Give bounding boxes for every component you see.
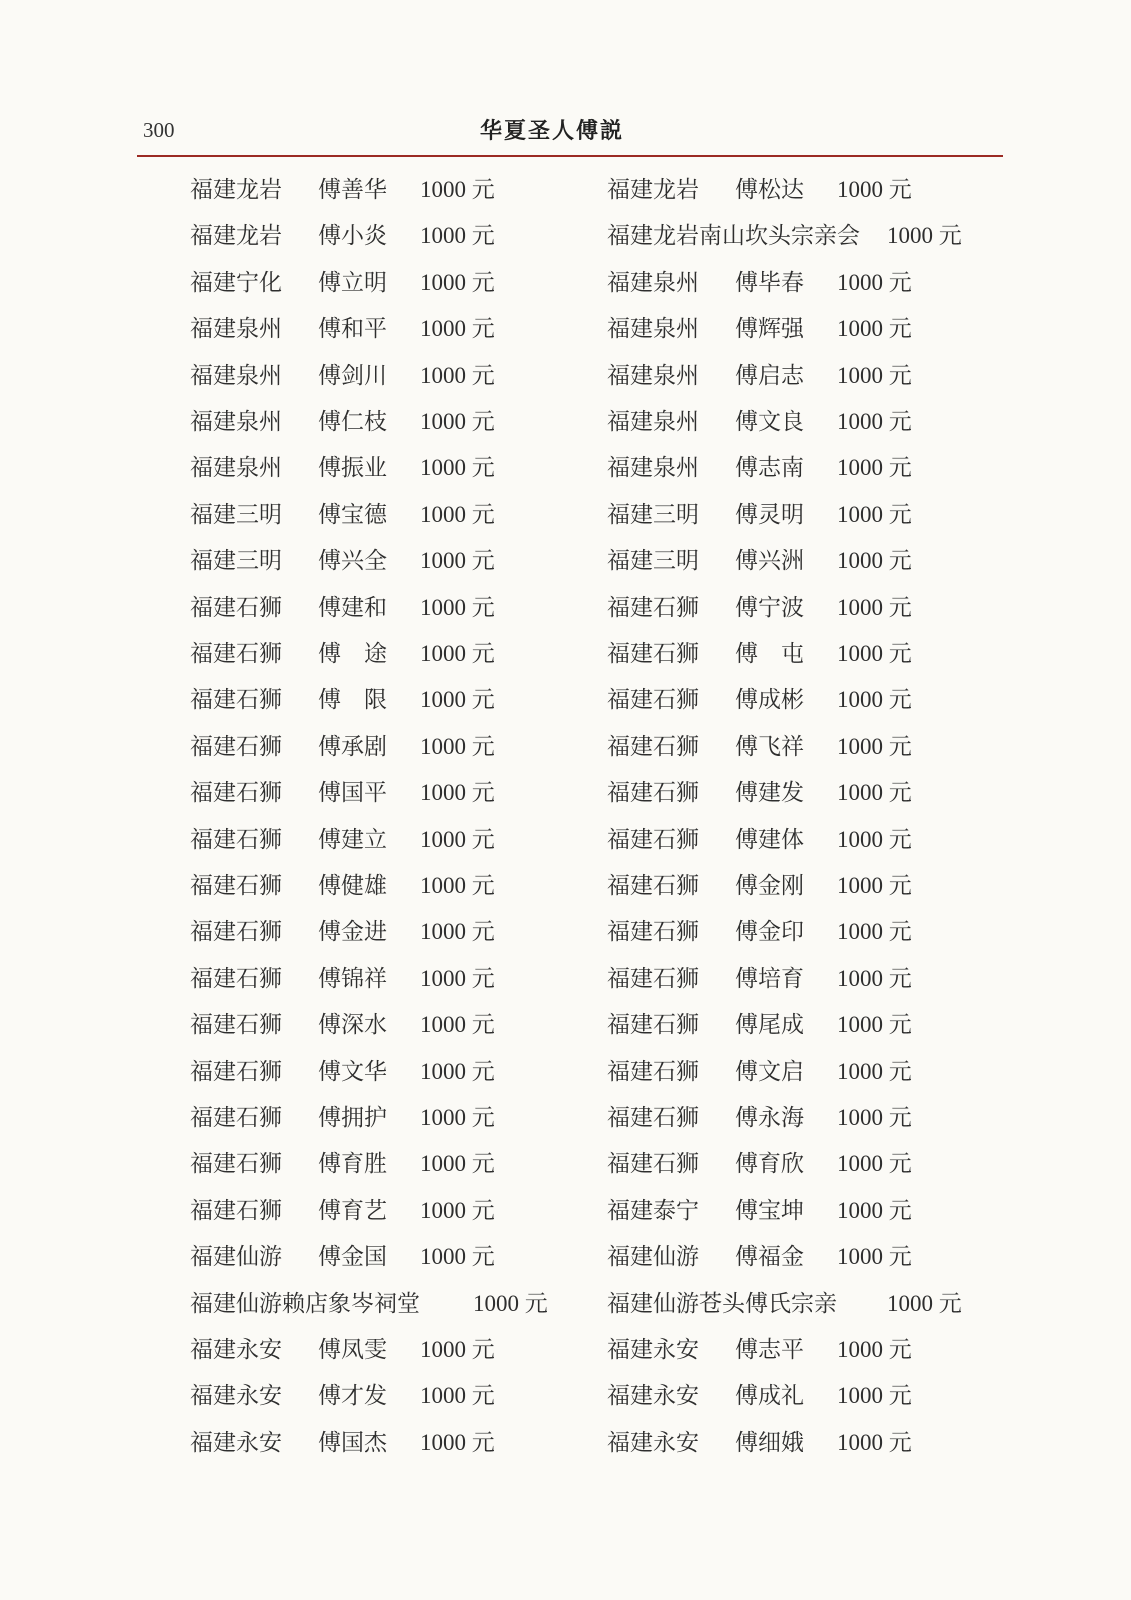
donation-amount: 1000 元	[420, 594, 495, 620]
donor-entry	[607, 773, 987, 813]
donation-amount: 1000 元	[837, 1244, 912, 1270]
donation-amount: 1000 元	[420, 641, 495, 666]
donor-entry	[190, 866, 570, 906]
donation-amount: 1000 元	[837, 873, 912, 898]
donor-entry	[190, 309, 570, 349]
donor-name: 傅志平	[735, 1337, 804, 1363]
donor-entry	[190, 216, 570, 256]
donor-entry	[607, 1144, 987, 1184]
donor-entry	[607, 680, 987, 720]
donor-entry	[607, 495, 987, 535]
donation-amount: 1000 元	[473, 1290, 548, 1316]
donor-name: 傅松达	[735, 177, 804, 203]
donor-entry	[607, 912, 987, 952]
donation-amount: 1000 元	[420, 548, 495, 574]
donor-name: 傅成彬	[735, 687, 804, 714]
donor-entry	[607, 170, 987, 210]
donation-amount: 1000 元	[420, 780, 495, 806]
donor-location: 福建泉州	[190, 316, 282, 343]
donation-amount: 1000 元	[887, 223, 962, 249]
donor-name: 傅宝德	[318, 501, 387, 528]
donor-entry	[190, 727, 570, 767]
donor-entry	[190, 356, 570, 396]
donation-amount: 1000 元	[420, 965, 495, 991]
donation-amount: 1000 元	[420, 1429, 495, 1455]
donor-entry	[190, 1005, 570, 1045]
donor-entry	[607, 263, 987, 303]
donation-amount: 1000 元	[420, 1058, 495, 1084]
donor-entry	[190, 1098, 570, 1138]
donor-entry	[607, 588, 987, 628]
donor-location: 福建永安	[190, 1337, 282, 1363]
donation-amount: 1000 元	[420, 1012, 495, 1038]
donation-amount: 1000 元	[420, 269, 495, 295]
donor-entry	[607, 634, 987, 674]
donation-amount: 1000 元	[420, 1151, 495, 1177]
donor-name: 傅育胜	[318, 1151, 387, 1178]
donation-amount: 1000 元	[837, 501, 912, 527]
donor-entry	[607, 1052, 987, 1092]
donor-entry	[190, 634, 570, 674]
donor-entry	[190, 1191, 570, 1231]
donor-name: 傅文良	[735, 409, 804, 435]
donor-location: 福建石狮	[607, 641, 699, 667]
donor-entry	[607, 866, 987, 906]
donor-name: 傅尾成	[735, 1012, 804, 1039]
donor-location: 福建永安	[190, 1429, 282, 1456]
donor-name: 傅宁波	[735, 594, 804, 621]
donor-location: 福建仙游	[190, 1244, 282, 1271]
donation-amount: 1000 元	[837, 269, 912, 295]
donor-name: 傅志南	[735, 455, 804, 482]
donation-amount: 1000 元	[420, 455, 495, 481]
donor-entry	[607, 1237, 987, 1277]
donor-entry	[607, 959, 987, 999]
donor-entry	[190, 448, 570, 488]
donor-entry	[190, 1376, 570, 1416]
donor-entry	[607, 1284, 987, 1324]
donation-amount: 1000 元	[420, 873, 495, 898]
donor-entry	[190, 263, 570, 303]
donor-entry	[190, 402, 570, 442]
donor-location: 福建石狮	[607, 1105, 699, 1131]
donor-organization: 福建仙游赖店象岑祠堂	[190, 1290, 420, 1317]
donor-name: 傅灵明	[735, 501, 804, 528]
donor-name: 傅才发	[318, 1383, 387, 1410]
donor-location: 福建石狮	[190, 965, 282, 992]
donor-entry	[190, 959, 570, 999]
donor-entry	[607, 1098, 987, 1138]
donor-location: 福建永安	[607, 1383, 699, 1410]
donor-entry	[607, 820, 987, 860]
donation-amount: 1000 元	[837, 826, 912, 852]
donor-entry	[190, 1237, 570, 1277]
donor-location: 福建三明	[190, 548, 282, 575]
donor-name: 傅承剧	[318, 733, 387, 760]
donation-amount: 1000 元	[837, 1012, 912, 1038]
donation-amount: 1000 元	[420, 1383, 495, 1409]
donor-entry	[607, 356, 987, 396]
donor-entry	[607, 309, 987, 349]
donor-location: 福建石狮	[190, 826, 282, 853]
donor-location: 福建石狮	[190, 594, 282, 621]
donation-amount: 1000 元	[837, 1383, 912, 1409]
donor-name: 傅国杰	[318, 1429, 387, 1456]
donor-name: 傅兴全	[318, 548, 387, 575]
donor-location: 福建泉州	[607, 269, 699, 296]
header-rule	[137, 155, 1003, 157]
donor-entry	[190, 170, 570, 210]
donor-location: 福建泰宁	[607, 1197, 699, 1224]
donor-name: 傅文启	[735, 1058, 804, 1085]
donor-name: 傅启志	[735, 362, 804, 389]
donation-amount: 1000 元	[420, 1244, 495, 1270]
donation-amount: 1000 元	[420, 177, 495, 202]
donor-location: 福建石狮	[607, 687, 699, 714]
donor-entry	[607, 216, 987, 256]
donor-entry	[190, 1144, 570, 1184]
donor-name: 傅辉强	[735, 316, 804, 343]
donor-location: 福建龙岩	[190, 223, 282, 250]
donor-entry	[607, 1005, 987, 1045]
donation-amount: 1000 元	[420, 362, 495, 388]
donor-name: 傅成礼	[735, 1383, 804, 1410]
donor-entry	[190, 588, 570, 628]
donor-location: 福建石狮	[607, 1058, 699, 1085]
donor-location: 福建石狮	[190, 733, 282, 760]
donation-amount: 1000 元	[837, 316, 912, 342]
donor-location: 福建三明	[607, 548, 699, 575]
donor-location: 福建三明	[190, 501, 282, 528]
donation-amount: 1000 元	[837, 780, 912, 806]
donor-location: 福建泉州	[190, 409, 282, 435]
donation-amount: 1000 元	[837, 362, 912, 388]
donor-entry	[190, 495, 570, 535]
donor-entry	[190, 1423, 570, 1463]
donation-amount: 1000 元	[420, 826, 495, 852]
donor-location: 福建永安	[607, 1429, 699, 1456]
donor-name: 傅育欣	[735, 1151, 804, 1178]
donor-location: 福建石狮	[190, 1058, 282, 1085]
donation-amount: 1000 元	[837, 1105, 912, 1130]
donor-entry	[607, 402, 987, 442]
donor-entry	[607, 1330, 987, 1370]
donor-name: 傅文华	[318, 1058, 387, 1085]
donation-amount: 1000 元	[887, 1290, 962, 1316]
donor-name: 傅凤雯	[318, 1337, 387, 1363]
page-number: 300	[143, 118, 175, 142]
donation-amount: 1000 元	[837, 919, 912, 945]
donor-name: 傅善华	[318, 177, 387, 203]
donor-name: 傅培育	[735, 965, 804, 992]
donor-name: 傅振业	[318, 455, 387, 482]
donor-name: 傅毕春	[735, 269, 804, 296]
donation-amount: 1000 元	[420, 316, 495, 342]
donation-amount: 1000 元	[837, 455, 912, 481]
donor-organization: 福建仙游苍头傅氏宗亲	[607, 1290, 837, 1317]
donor-name: 傅 途	[318, 641, 387, 667]
donor-name: 傅建立	[318, 826, 387, 853]
donor-location: 福建石狮	[607, 826, 699, 853]
donation-amount: 1000 元	[420, 1337, 495, 1362]
donor-name: 傅和平	[318, 316, 387, 343]
donor-location: 福建石狮	[190, 1012, 282, 1039]
running-head: 华夏圣人傅説	[480, 118, 625, 144]
donor-name: 傅 屯	[735, 641, 804, 667]
donor-name: 傅宝坤	[735, 1197, 804, 1224]
donor-name: 傅育艺	[318, 1197, 387, 1224]
donor-entry	[607, 541, 987, 581]
donor-name: 傅金进	[318, 919, 387, 946]
donor-location: 福建石狮	[607, 1151, 699, 1178]
donor-location: 福建石狮	[607, 873, 699, 899]
donor-name: 傅剑川	[318, 362, 387, 389]
donor-location: 福建仙游	[607, 1244, 699, 1271]
donor-entry	[190, 1330, 570, 1370]
donor-entry	[607, 1191, 987, 1231]
donor-name: 傅金刚	[735, 873, 804, 899]
donor-name: 傅锦祥	[318, 965, 387, 992]
donor-name: 傅立明	[318, 269, 387, 296]
donation-amount: 1000 元	[837, 733, 912, 759]
donation-amount: 1000 元	[837, 1337, 912, 1362]
donor-name: 傅永海	[735, 1105, 804, 1131]
donor-location: 福建石狮	[190, 1151, 282, 1178]
donor-name: 傅仁枝	[318, 409, 387, 435]
donor-location: 福建泉州	[607, 362, 699, 389]
donor-location: 福建石狮	[607, 780, 699, 807]
donor-location: 福建石狮	[607, 594, 699, 621]
donor-entry	[190, 1284, 570, 1324]
donor-location: 福建石狮	[190, 1105, 282, 1131]
donation-amount: 1000 元	[837, 1058, 912, 1084]
donor-location: 福建三明	[607, 501, 699, 528]
donation-amount: 1000 元	[420, 409, 495, 434]
donation-amount: 1000 元	[837, 548, 912, 574]
donation-amount: 1000 元	[420, 687, 495, 713]
donor-location: 福建宁化	[190, 269, 282, 296]
donation-amount: 1000 元	[420, 733, 495, 759]
donor-location: 福建泉州	[190, 362, 282, 389]
donor-location: 福建龙岩	[190, 177, 282, 203]
donation-amount: 1000 元	[837, 965, 912, 991]
donor-entry	[607, 1376, 987, 1416]
donor-location: 福建石狮	[607, 919, 699, 946]
donation-amount: 1000 元	[837, 1429, 912, 1455]
donation-amount: 1000 元	[420, 501, 495, 527]
donor-location: 福建泉州	[607, 316, 699, 343]
donor-location: 福建永安	[607, 1337, 699, 1363]
donation-amount: 1000 元	[420, 1197, 495, 1223]
donor-location: 福建泉州	[607, 455, 699, 482]
donor-location: 福建石狮	[607, 733, 699, 760]
donor-location: 福建石狮	[607, 1012, 699, 1039]
donor-entry	[190, 912, 570, 952]
donor-location: 福建永安	[190, 1383, 282, 1410]
donor-name: 傅 限	[318, 687, 387, 714]
donor-name: 傅金印	[735, 919, 804, 946]
donor-name: 傅建发	[735, 780, 804, 807]
donation-amount: 1000 元	[837, 594, 912, 620]
donor-entry	[190, 541, 570, 581]
donor-entry	[190, 773, 570, 813]
donor-entry	[607, 448, 987, 488]
donor-location: 福建石狮	[190, 687, 282, 714]
donor-location: 福建泉州	[190, 455, 282, 482]
donation-amount: 1000 元	[837, 687, 912, 713]
donor-name: 傅国平	[318, 780, 387, 807]
donor-name: 傅建体	[735, 826, 804, 853]
donation-amount: 1000 元	[420, 1105, 495, 1130]
donor-name: 傅细娥	[735, 1429, 804, 1456]
donation-amount: 1000 元	[420, 223, 495, 249]
donor-entry	[607, 1423, 987, 1463]
donation-amount: 1000 元	[837, 177, 912, 202]
donor-name: 傅健雄	[318, 873, 387, 899]
donor-entry	[607, 727, 987, 767]
donor-name: 傅小炎	[318, 223, 387, 250]
donation-amount: 1000 元	[420, 919, 495, 945]
donor-name: 傅建和	[318, 594, 387, 621]
donor-name: 傅兴洲	[735, 548, 804, 575]
donor-location: 福建石狮	[190, 873, 282, 899]
donor-location: 福建龙岩	[607, 177, 699, 203]
donor-location: 福建泉州	[607, 409, 699, 435]
donation-amount: 1000 元	[837, 409, 912, 434]
donor-name: 傅福金	[735, 1244, 804, 1271]
donor-name: 傅深水	[318, 1012, 387, 1039]
donor-location: 福建石狮	[607, 965, 699, 992]
donor-name: 傅拥护	[318, 1105, 387, 1131]
donor-organization: 福建龙岩南山坎头宗亲会	[607, 223, 860, 250]
donor-location: 福建石狮	[190, 641, 282, 667]
donor-entry	[190, 680, 570, 720]
donation-amount: 1000 元	[837, 641, 912, 666]
donation-amount: 1000 元	[837, 1197, 912, 1223]
donor-name: 傅金国	[318, 1244, 387, 1271]
donor-location: 福建石狮	[190, 919, 282, 946]
donor-entry	[190, 1052, 570, 1092]
donor-entry	[190, 820, 570, 860]
donor-location: 福建石狮	[190, 1197, 282, 1224]
donor-location: 福建石狮	[190, 780, 282, 807]
donation-amount: 1000 元	[837, 1151, 912, 1177]
donor-name: 傅飞祥	[735, 733, 804, 760]
